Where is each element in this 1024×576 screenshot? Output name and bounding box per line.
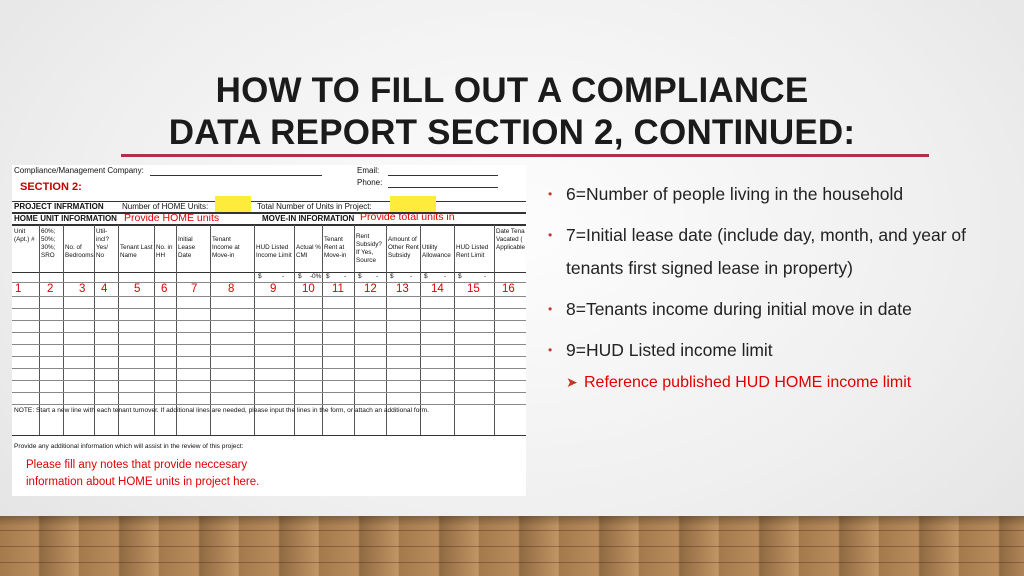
phone-line bbox=[388, 187, 498, 188]
dollar-cell: - bbox=[310, 273, 313, 280]
col-header-income: Tenant Income at Move-in bbox=[212, 236, 240, 259]
col-header-cmi: Actual % CMI bbox=[296, 244, 321, 259]
row-line bbox=[12, 282, 526, 283]
movein-info-label: MOVE-IN INFORMATION bbox=[262, 214, 355, 223]
bullet-text: 6=Number of people living in the household bbox=[566, 184, 904, 204]
dollar-cell: $ bbox=[326, 273, 330, 280]
row-line bbox=[12, 296, 526, 297]
col-header-unit: Unit (Apt.) # bbox=[14, 228, 35, 243]
home-unit-info-label: HOME UNIT INFORMATION bbox=[14, 214, 117, 223]
row-line bbox=[12, 308, 526, 309]
bullet-text: 7=Initial lease date (include day, month, and year of tenants first signed lease in property) bbox=[566, 225, 966, 278]
bullet-dot-icon: • bbox=[548, 343, 553, 357]
column-number: 7 bbox=[191, 283, 198, 295]
bullet-dot-icon: • bbox=[548, 187, 553, 201]
compliance-report-form bbox=[12, 165, 526, 496]
title-line-2: DATA REPORT SECTION 2, CONTINUED: bbox=[168, 113, 856, 152]
total-units-highlight bbox=[390, 196, 436, 212]
email-line bbox=[388, 175, 498, 176]
home-units-label: Number of HOME Units: bbox=[122, 202, 209, 211]
project-info-label: PROJECT INFRMATION bbox=[14, 202, 104, 211]
bullet-item bbox=[548, 178, 1008, 211]
dollar-cell: - bbox=[410, 273, 413, 280]
column-number: 15 bbox=[467, 283, 480, 295]
provide-total-units-note: Provide total units in bbox=[360, 211, 455, 223]
dollar-cell: $ bbox=[358, 273, 362, 280]
column-number: 2 bbox=[47, 283, 54, 295]
col-header-ami: 60%; 50%; 30%; SRO bbox=[41, 228, 56, 259]
email-label: Email: bbox=[357, 166, 380, 175]
column-number: 9 bbox=[270, 283, 277, 295]
notes-line-2: information about HOME units in project here. bbox=[26, 476, 260, 488]
dollar-cell: $ bbox=[258, 273, 262, 280]
bullet-item bbox=[548, 334, 1008, 367]
column-number: 16 bbox=[502, 283, 515, 295]
company-label: Compliance/Management Company: bbox=[14, 166, 144, 175]
column-number: 10 bbox=[302, 283, 315, 295]
row-line bbox=[12, 344, 526, 345]
dollar-cell: $ bbox=[298, 273, 302, 280]
total-units-label: Total Number of Units in Project: bbox=[257, 202, 372, 211]
arrow-right-icon: ➤ bbox=[566, 374, 578, 390]
floor-seam bbox=[0, 530, 1024, 531]
dollar-cell: - bbox=[376, 273, 379, 280]
col-header-vacated: Date Tena Vacated ( Applicable bbox=[496, 228, 526, 251]
bullet-item bbox=[548, 219, 1008, 285]
bullet-item bbox=[548, 293, 1008, 326]
section-label: SECTION 2: bbox=[20, 181, 82, 193]
column-number: 8 bbox=[228, 283, 235, 295]
sub-bullet-text: Reference published HUD HOME income limit bbox=[584, 374, 912, 391]
wood-floor-decoration bbox=[0, 516, 1024, 576]
dollar-cell: $ bbox=[390, 273, 394, 280]
dollar-cell: - bbox=[484, 273, 487, 280]
column-number: 1 bbox=[15, 283, 22, 295]
col-header-rent: Tenant Rent at Move-in bbox=[324, 236, 347, 259]
floor-seam bbox=[0, 546, 1024, 547]
column-number: 13 bbox=[396, 283, 409, 295]
sub-bullet-item bbox=[548, 369, 1008, 396]
column-number: 12 bbox=[364, 283, 377, 295]
bullet-dot-icon: • bbox=[548, 228, 553, 242]
col-header-lease-date: Initial Lease Date bbox=[178, 236, 196, 259]
row-line bbox=[12, 368, 526, 369]
title-underline bbox=[121, 154, 929, 157]
dollar-cell: $ bbox=[424, 273, 428, 280]
row-line bbox=[12, 356, 526, 357]
column-number: 3 bbox=[79, 283, 86, 295]
dollar-cell: 0% bbox=[312, 273, 322, 280]
col-header-rent-limit: HUD Listed Rent Limit bbox=[456, 244, 489, 259]
row-line bbox=[12, 392, 526, 393]
notes-line-1: Please fill any notes that provide neccesary bbox=[26, 459, 248, 471]
row-line bbox=[12, 404, 526, 405]
company-line bbox=[150, 175, 322, 176]
dollar-cell: - bbox=[444, 273, 447, 280]
column-number: 11 bbox=[332, 283, 344, 295]
bullet-text: 9=HUD Listed income limit bbox=[566, 340, 773, 360]
column-number: 5 bbox=[134, 283, 141, 295]
dollar-cell: - bbox=[282, 273, 285, 280]
bullet-list bbox=[548, 178, 1008, 396]
bullet-text: 8=Tenants income during initial move in date bbox=[566, 299, 912, 319]
bullet-dot-icon: • bbox=[548, 302, 553, 316]
col-header-bedrooms: No. of Bedrooms bbox=[65, 244, 94, 259]
title-line-1: HOW TO FILL OUT A COMPLIANCE bbox=[215, 71, 809, 110]
dollar-cell: - bbox=[344, 273, 347, 280]
col-header-household: No. in HH bbox=[156, 244, 173, 259]
notes-instructions bbox=[26, 457, 259, 491]
column-number: 14 bbox=[431, 283, 444, 295]
column-number: 4 bbox=[101, 283, 108, 295]
floor-seam bbox=[0, 562, 1024, 563]
phone-label: Phone: bbox=[357, 178, 383, 187]
additional-info-label: Provide any additional information which will assist in the review of this project: bbox=[14, 443, 244, 450]
col-header-income-limit: HUD Listed Income Limit bbox=[256, 244, 292, 259]
form-note: NOTE: Start a new line with each tenant turnover. If additional lines are needed, please input the lines in the form, or attach an additional form. bbox=[14, 407, 429, 414]
row-line bbox=[12, 332, 526, 333]
col-header-other-subsidy: Amount of Other Rent Subsidy bbox=[388, 236, 419, 259]
dollar-cell: $ bbox=[458, 273, 462, 280]
col-header-utility-allowance: Utility Allowance bbox=[422, 244, 451, 259]
col-header-tenant-name: Tenant Last Name bbox=[120, 244, 153, 259]
provide-home-units-note: Provide HOME units bbox=[124, 212, 220, 224]
slide-title bbox=[0, 70, 1024, 154]
col-header-utilities: Util- incl? Yes/ No bbox=[96, 228, 109, 259]
row-line bbox=[12, 320, 526, 321]
col-header-subsidy: Rent Subsidy? If Yes, Source bbox=[356, 233, 382, 264]
column-number: 6 bbox=[161, 283, 168, 295]
row-line bbox=[12, 435, 526, 436]
home-units-highlight bbox=[215, 196, 251, 212]
row-line bbox=[12, 380, 526, 381]
